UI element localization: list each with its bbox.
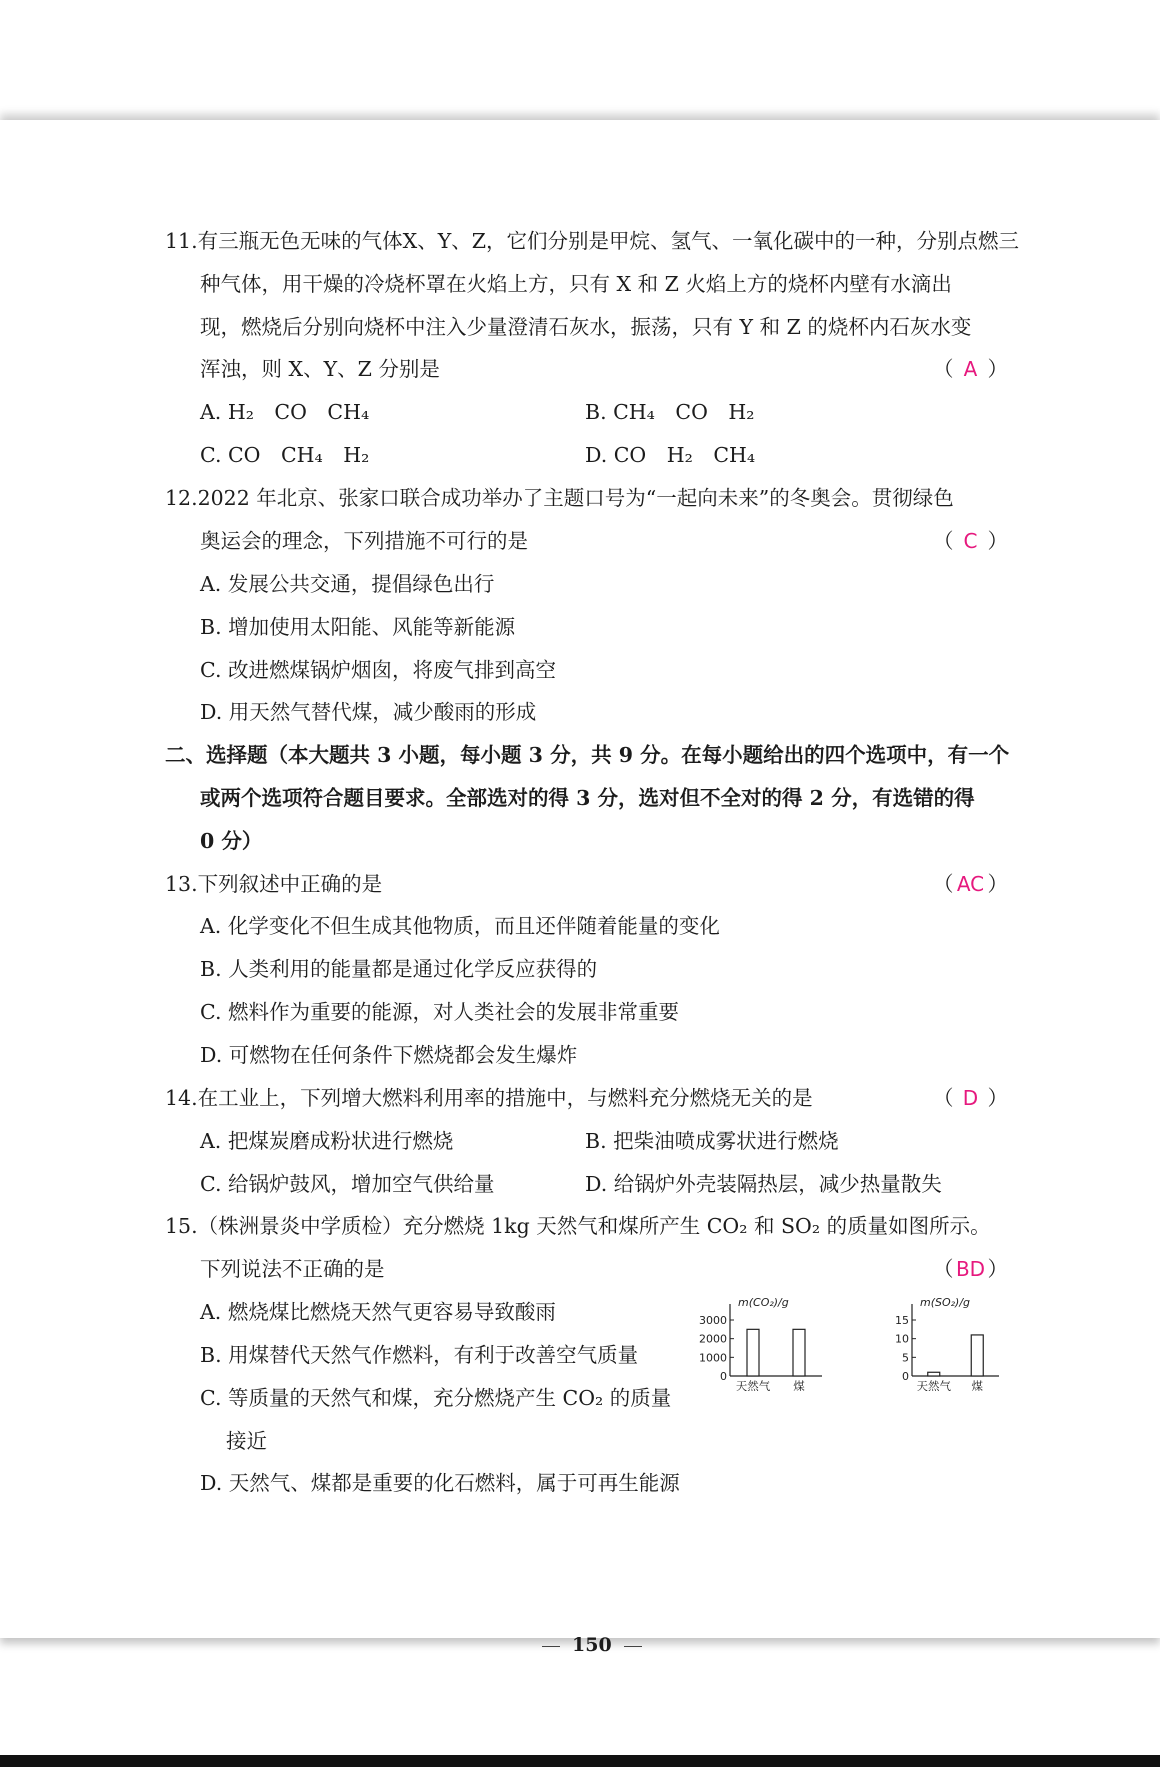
option-c-continued: 接近 bbox=[226, 1429, 267, 1453]
page-number-value: 150 bbox=[572, 1634, 612, 1656]
section-2-line-2: 或两个选项符合题目要求。全部选对的得 3 分，选对但不全对的得 2 分，有选错的得 bbox=[200, 786, 975, 810]
page-number bbox=[530, 1633, 654, 1657]
question-15-stem-line-1: 15.（株洲景炎中学质检）充分燃烧 1kg 天然气和煤所产生 CO₂ 和 SO₂ 的质量如图所示。 bbox=[165, 1214, 991, 1238]
question-11-stem-line-3: 现，燃烧后分别向烧杯中注入少量澄清石灰水，振荡，只有 Y 和 Z 的烧杯内石灰水变 bbox=[200, 315, 972, 339]
option-b: B. CH₄ CO H₂ bbox=[585, 400, 755, 424]
question-12-stem-line-1: 12.2022 年北京、张家口联合成功举办了主题口号为“一起向未来”的冬奥会。贯彻绿色 bbox=[165, 486, 954, 510]
question-11-stem-line-2: 种气体，用干燥的冷烧杯罩在火焰上方，只有 X 和 Z 火焰上方的烧杯内壁有水滴出 bbox=[200, 272, 952, 296]
question-12-stem-line-2: 奥运会的理念，下列措施不可行的是 bbox=[200, 529, 528, 553]
option-d: D. 天然气、煤都是重要的化石燃料，属于可再生能源 bbox=[200, 1471, 680, 1495]
option-a: A. 发展公共交通，提倡绿色出行 bbox=[200, 572, 495, 596]
bar-coal bbox=[971, 1335, 983, 1376]
y-tick-label: 3000 bbox=[699, 1314, 727, 1327]
y-tick-label: 15 bbox=[895, 1314, 909, 1327]
option-a: A. 化学变化不但生成其他物质，而且还伴随着能量的变化 bbox=[200, 914, 720, 938]
section-2-line-3: 0 分） bbox=[200, 829, 263, 853]
option-a: A. H₂ CO CH₄ bbox=[200, 400, 370, 424]
option-b: B. 把柴油喷成雾状进行燃烧 bbox=[585, 1129, 839, 1153]
option-c: C. CO CH₄ H₂ bbox=[200, 443, 370, 467]
option-c: C. 给锅炉鼓风，增加空气供给量 bbox=[200, 1172, 495, 1196]
page-number-dash bbox=[542, 1646, 560, 1647]
section-2-line-1: 二、选择题（本大题共 3 小题，每小题 3 分，共 9 分。在每小题给出的四个选项中，有一个 bbox=[165, 743, 1010, 767]
category-label: 煤 bbox=[971, 1379, 983, 1391]
answer-mark: AC bbox=[956, 872, 985, 896]
document-page bbox=[0, 120, 1160, 1656]
bottom-bar bbox=[0, 1755, 1160, 1767]
so2-bar-chart bbox=[870, 1296, 1005, 1391]
question-14-stem: 14.在工业上，下列增大燃料利用率的措施中，与燃料充分燃烧无关的是 bbox=[165, 1086, 813, 1110]
y-tick-label: 0 bbox=[720, 1370, 727, 1383]
category-label: 天然气 bbox=[735, 1379, 771, 1391]
question-11-stem-line-4: 浑浊，则 X、Y、Z 分别是 bbox=[200, 357, 440, 381]
answer-bracket: （ BD ） bbox=[933, 1257, 1008, 1281]
option-c: C. 燃料作为重要的能源，对人类社会的发展非常重要 bbox=[200, 1000, 679, 1024]
co2-bar-chart bbox=[688, 1296, 828, 1391]
answer-mark: D bbox=[962, 1086, 979, 1110]
option-d: D. 可燃物在任何条件下燃烧都会发生爆炸 bbox=[200, 1043, 578, 1067]
question-15-stem-line-2: 下列说法不正确的是 bbox=[200, 1257, 385, 1281]
option-d: D. CO H₂ CH₄ bbox=[585, 443, 756, 467]
option-c: C. 等质量的天然气和煤，充分燃烧产生 CO₂ 的质量 bbox=[200, 1386, 672, 1410]
y-tick-label: 2000 bbox=[699, 1332, 727, 1346]
answer-bracket: （ A ） bbox=[933, 357, 1008, 381]
viewer-background bbox=[0, 1638, 1160, 1767]
page-number-dash bbox=[624, 1646, 642, 1647]
bar-natural-gas bbox=[928, 1372, 940, 1376]
question-13-stem: 13.下列叙述中正确的是 bbox=[165, 872, 383, 896]
category-label: 天然气 bbox=[916, 1379, 951, 1391]
answer-bracket: （ C ） bbox=[933, 529, 1008, 553]
question-11-stem-line-1: 11.有三瓶无色无味的气体X、Y、Z，它们分别是甲烷、氢气、一氧化碳中的一种，分别点燃三 bbox=[165, 229, 1019, 253]
option-b: B. 人类利用的能量都是通过化学反应获得的 bbox=[200, 957, 598, 981]
option-d: D. 用天然气替代煤，减少酸雨的形成 bbox=[200, 700, 537, 724]
answer-mark: BD bbox=[955, 1257, 986, 1281]
answer-bracket: （ D ） bbox=[933, 1086, 1008, 1110]
bar-coal bbox=[793, 1329, 805, 1376]
y-tick-label: 10 bbox=[895, 1332, 909, 1346]
y-tick-label: 5 bbox=[902, 1351, 909, 1365]
bar-natural-gas bbox=[747, 1329, 759, 1376]
answer-mark: C bbox=[963, 529, 978, 553]
answer-mark: A bbox=[963, 357, 978, 381]
y-tick-label: 1000 bbox=[699, 1351, 727, 1365]
option-d: D. 给锅炉外壳装隔热层，减少热量散失 bbox=[585, 1172, 942, 1196]
option-b: B. 用煤替代天然气作燃料，有利于改善空气质量 bbox=[200, 1343, 639, 1367]
category-label: 煤 bbox=[793, 1379, 805, 1391]
y-axis-label: m(SO₂)/g bbox=[920, 1296, 971, 1309]
option-c: C. 改进燃煤锅炉烟囱，将废气排到高空 bbox=[200, 658, 556, 682]
option-a: A. 把煤炭磨成粉状进行燃烧 bbox=[200, 1129, 454, 1153]
option-b: B. 增加使用太阳能、风能等新能源 bbox=[200, 615, 516, 639]
option-a: A. 燃烧煤比燃烧天然气更容易导致酸雨 bbox=[200, 1300, 556, 1324]
answer-bracket: （ AC ） bbox=[933, 872, 1008, 896]
y-axis-label: m(CO₂)/g bbox=[738, 1296, 789, 1309]
y-tick-label: 0 bbox=[902, 1370, 909, 1383]
